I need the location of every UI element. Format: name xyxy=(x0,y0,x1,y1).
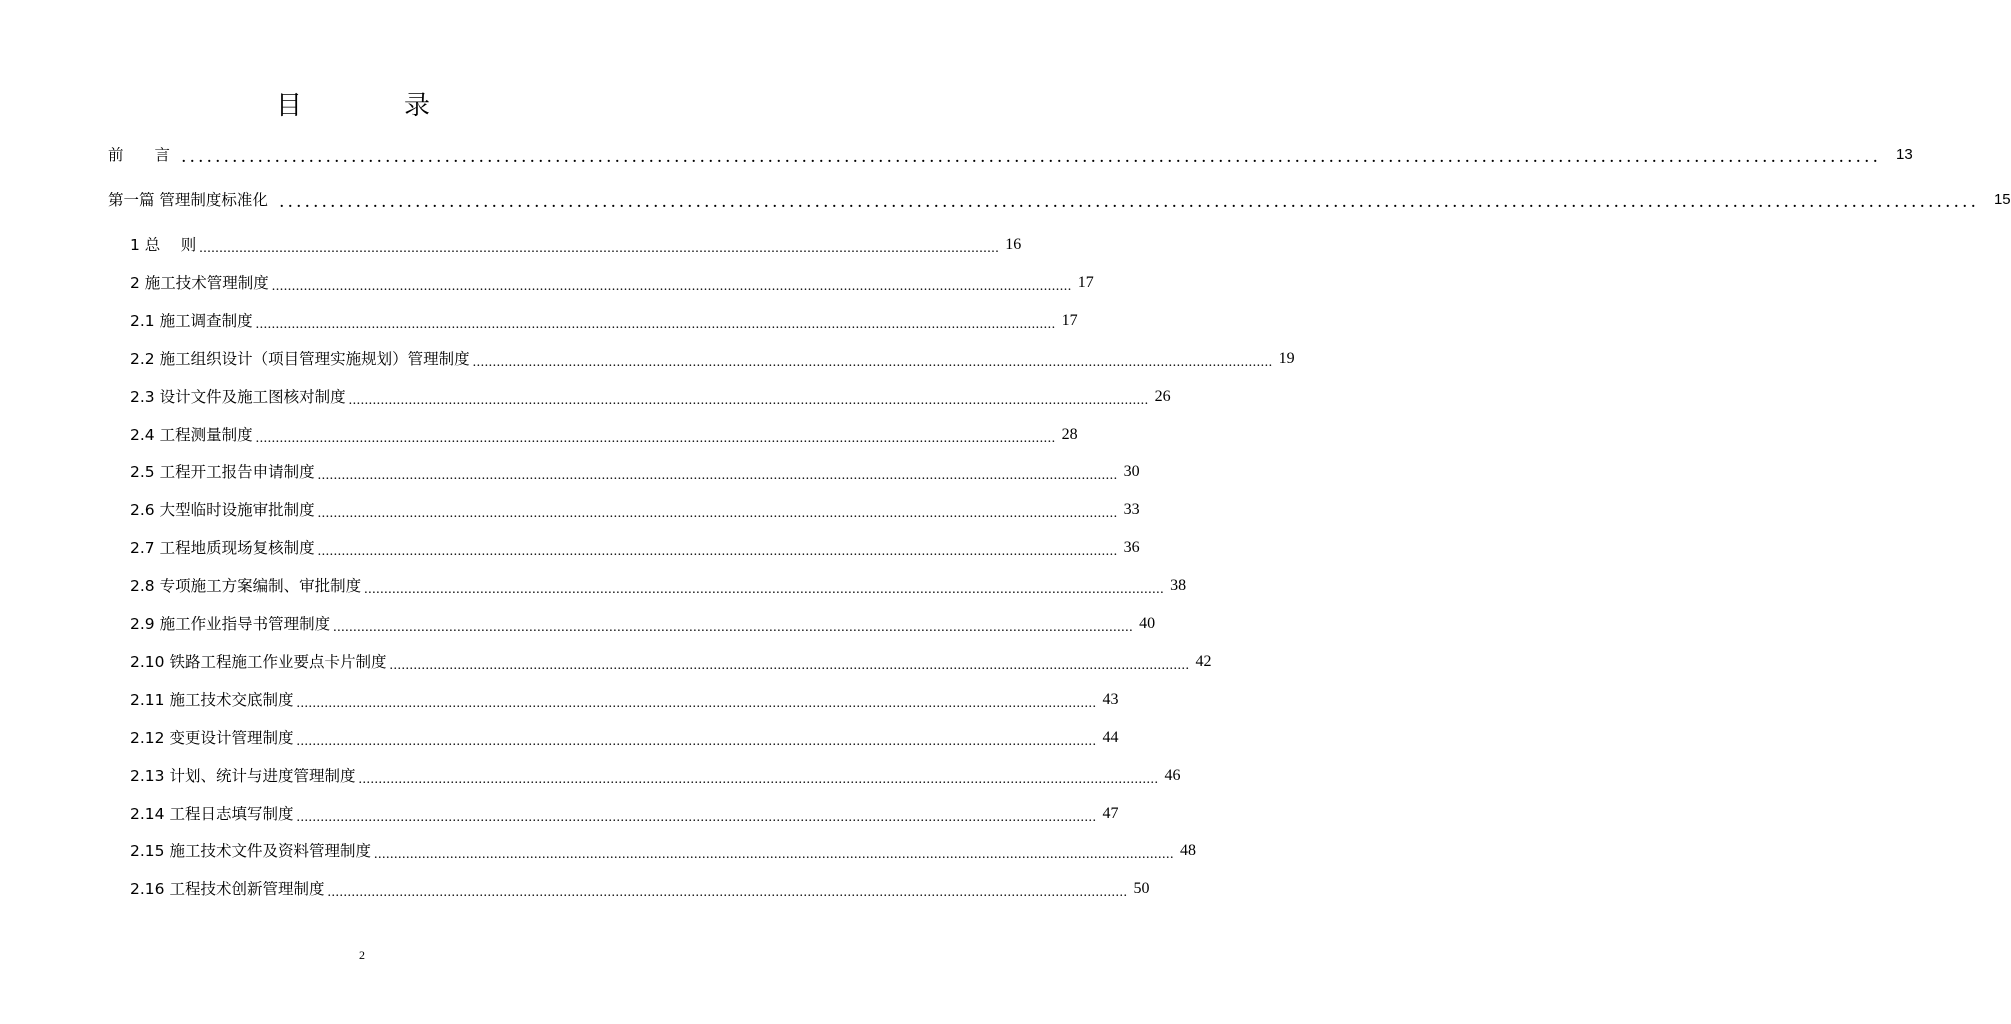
toc-entry-page: 30 xyxy=(1123,463,1140,481)
toc-entry-label: 2.12 变更设计管理制度 xyxy=(130,728,294,747)
toc-entry-page: 44 xyxy=(1102,728,1119,746)
toc-entry-page: 13 xyxy=(1896,146,1913,163)
toc-entry-page: 46 xyxy=(1164,766,1181,784)
toc-leader-dots: ........................................................................................................................................................................................................ xyxy=(255,430,1056,446)
toc-leader-dots: ........................................................................................................................................................................................................ xyxy=(389,657,1190,673)
toc-entry-label: 2.2 施工组织设计（项目管理实施规划）管理制度 xyxy=(130,349,470,368)
toc-entry-page: 42 xyxy=(1195,652,1212,670)
toc-entry[interactable] xyxy=(130,647,1212,673)
toc-entry-label: 2.14 工程日志填写制度 xyxy=(130,804,294,823)
toc-leader-dots: ........................................................................................................................................................................................................ xyxy=(317,468,1118,484)
toc-leader-dots: ........................................................................................................................................................................................................ xyxy=(255,316,1056,332)
toc-entry-page: 38 xyxy=(1170,577,1187,595)
toc-leader-dots: ........................................................................................................................................................................................................ xyxy=(317,544,1118,560)
toc-entry-page: 47 xyxy=(1102,804,1119,822)
toc-entry-page: 50 xyxy=(1133,880,1150,898)
toc-entry-label: 2 施工技术管理制度 xyxy=(130,273,269,292)
toc-entry-page: 15 xyxy=(1993,191,2011,208)
toc-entry[interactable] xyxy=(108,140,1913,166)
toc-entry[interactable] xyxy=(130,533,1140,560)
toc-entry[interactable] xyxy=(130,836,1196,863)
toc-entry-label: 2.11 施工技术交底制度 xyxy=(130,690,294,709)
toc-entry[interactable] xyxy=(130,306,1078,332)
toc-entry-page: 40 xyxy=(1139,615,1156,632)
toc-entry-page: 28 xyxy=(1061,425,1078,443)
toc-entry[interactable] xyxy=(130,268,1094,294)
toc-entry[interactable] xyxy=(130,609,1156,635)
toc-leader-dots: ........................................................................................................................................................................................................ xyxy=(472,354,1273,370)
toc-leader-dots: ........................................................................................................................................................................................................ xyxy=(296,809,1097,825)
toc-leader-dots: ........................................................................................................................................................................................................ xyxy=(271,278,1072,294)
toc-entry-label: 2.16 工程技术创新管理制度 xyxy=(130,880,325,899)
toc-entry-page: 17 xyxy=(1077,273,1094,291)
toc-leader-dots: ........................................................................................................................................................................................................ xyxy=(373,847,1174,863)
toc-leader-dots: ........................................................................................................................................................................................................ xyxy=(327,885,1128,901)
toc-leader-dots: ........................................................................................................................................................................................................ xyxy=(358,771,1159,787)
toc-entry-label: 2.4 工程测量制度 xyxy=(130,425,253,444)
toc-entry[interactable] xyxy=(130,799,1119,825)
toc-entry[interactable] xyxy=(130,230,1022,256)
toc-entry-label: 2.5 工程开工报告申请制度 xyxy=(130,463,315,482)
toc-entry-page: 48 xyxy=(1179,842,1196,860)
toc-leader-dots: ........................................................................................................................................................................................................ xyxy=(333,620,1134,635)
toc-entry[interactable] xyxy=(130,723,1119,749)
toc-entry-page: 17 xyxy=(1061,311,1078,329)
toc-entry-label: 2.7 工程地质现场复核制度 xyxy=(130,539,315,558)
toc-entry-label: 第一篇 管理制度标准化 xyxy=(108,191,268,209)
toc-entry-label: 2.13 计划、统计与进度管理制度 xyxy=(130,766,356,785)
toc-entry[interactable] xyxy=(130,457,1140,484)
toc-leader-dots: ........................................................................................................................................................................................................ xyxy=(317,506,1118,522)
toc-entry[interactable] xyxy=(130,420,1078,446)
toc-leader-dots: ........................................................................................................................................................................................................ xyxy=(296,695,1097,711)
toc-leader-dots: ........................................................................................................................................................................................................ xyxy=(279,196,1980,211)
toc-entry[interactable] xyxy=(108,185,2011,211)
toc-leader-dots: ........................................................................................................................................................................................................ xyxy=(296,733,1097,749)
toc-entry-label: 2.1 施工调查制度 xyxy=(130,311,253,330)
toc-entry-label: 2.8 专项施工方案编制、审批制度 xyxy=(130,577,362,596)
toc-entry-label: 2.6 大型临时设施审批制度 xyxy=(130,501,315,520)
page-number: 2 xyxy=(359,948,365,962)
toc-entry-page: 26 xyxy=(1154,387,1171,405)
toc-leader-dots: ........................................................................................................................................................................................................ xyxy=(199,241,1000,256)
toc-entry[interactable] xyxy=(130,382,1171,408)
toc-entry-label: 前 言 xyxy=(108,146,171,164)
toc-entry[interactable] xyxy=(130,344,1295,370)
toc-entry-page: 16 xyxy=(1005,236,1022,253)
toc-title: 目 录 xyxy=(275,91,468,121)
toc-entry[interactable] xyxy=(130,761,1181,787)
toc-entry-page: 33 xyxy=(1123,501,1140,519)
toc-entry[interactable] xyxy=(130,571,1187,598)
toc-entry-label: 2.10 铁路工程施工作业要点卡片制度 xyxy=(130,652,387,671)
toc-entry-label: 2.3 设计文件及施工图核对制度 xyxy=(130,387,346,406)
toc-entry[interactable] xyxy=(130,874,1150,901)
toc-entry-page: 43 xyxy=(1102,690,1119,708)
toc-entry-label: 1 总 则 xyxy=(130,236,197,254)
toc-leader-dots: ........................................................................................................................................................................................................ xyxy=(182,151,1883,166)
toc-entry-page: 36 xyxy=(1123,539,1140,557)
toc-leader-dots: ........................................................................................................................................................................................................ xyxy=(348,392,1149,408)
toc-entry[interactable] xyxy=(130,495,1140,522)
toc-leader-dots: ........................................................................................................................................................................................................ xyxy=(364,582,1165,598)
toc-entry-label: 2.15 施工技术文件及资料管理制度 xyxy=(130,842,371,861)
toc-entry-label: 2.9 施工作业指导书管理制度 xyxy=(130,615,331,633)
toc-entry-page: 19 xyxy=(1278,349,1295,367)
toc-entry[interactable] xyxy=(130,685,1119,711)
